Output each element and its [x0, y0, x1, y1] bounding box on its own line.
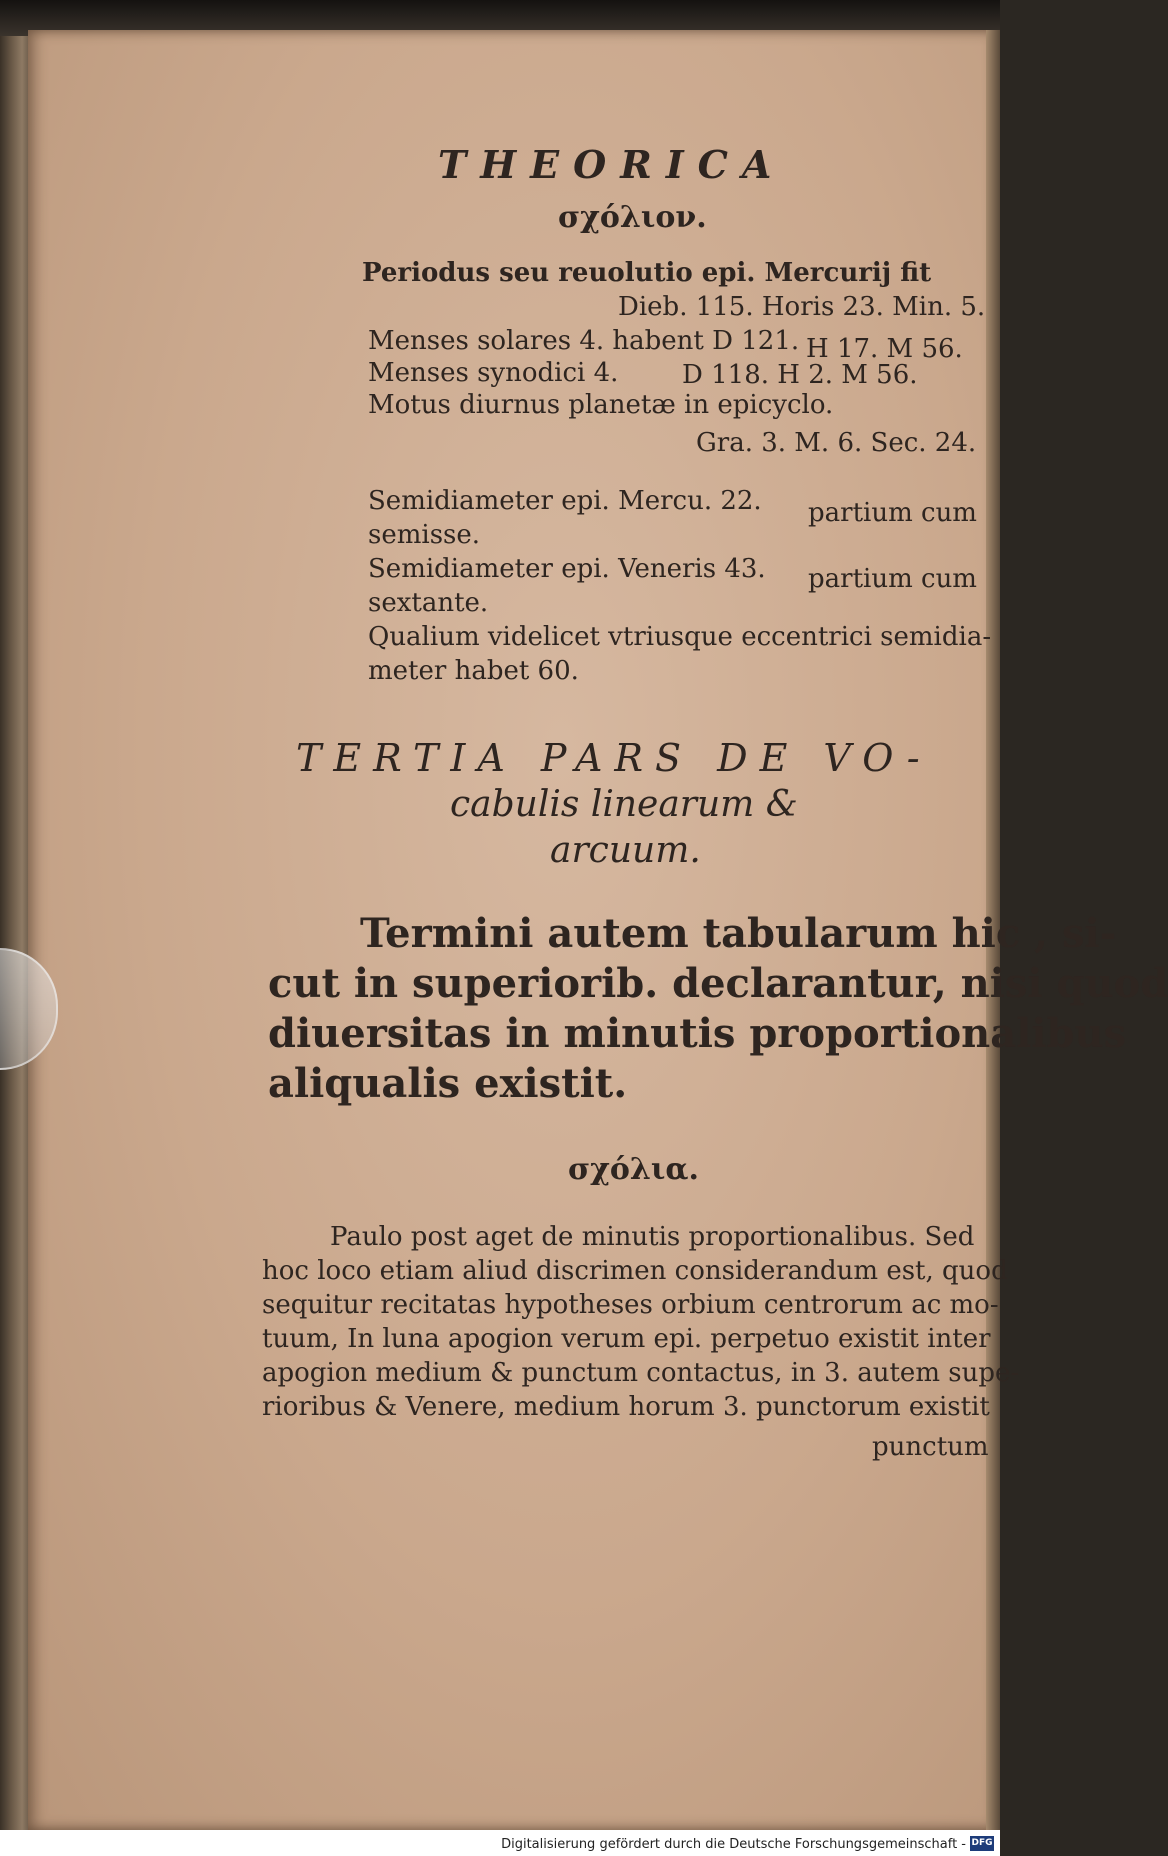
table-line-9b: partium cum [808, 564, 977, 594]
part-heading-line-2: cabulis linearum & [450, 784, 798, 825]
dfg-logo: DFG [970, 1836, 994, 1851]
table-line-7b: partium cum [808, 498, 977, 528]
part-heading-line-3: arcuum. [550, 830, 701, 871]
table-line-12: meter habet 60. [368, 656, 579, 686]
table-line-4-values: D 118. H 2. M 56. [682, 360, 918, 390]
table-line-4-label: Menses synodici 4. [368, 358, 619, 388]
part-heading-line-1: TERTIA PARS DE VO- [296, 736, 932, 780]
table-line-10: sextante. [368, 588, 489, 618]
running-header: THEORICA [438, 142, 786, 187]
main-text-line-1: Termini autem tabularum hic , si- [360, 910, 1117, 957]
main-text-line-2: cut in superiorib. declarantur, nisi quod [268, 960, 1168, 1007]
commentary-line-4: tuum, In luna apogion verum epi. perpetuo existit inter [262, 1324, 991, 1354]
main-text-line-4: aliqualis existit. [268, 1060, 628, 1107]
table-line-3-values: H 17. M 56. [806, 334, 963, 364]
table-line-5: Motus diurnus planetæ in epicyclo. [368, 390, 834, 420]
commentary-line-3: sequitur recitatas hypotheses orbium centrorum ac mo- [262, 1290, 999, 1320]
table-line-9a: Semidiameter epi. Veneris 43. [368, 554, 766, 584]
table-line-7a: Semidiameter epi. Mercu. 22. [368, 486, 762, 516]
commentary-line-5: apogion medium & punctum contactus, in 3. autem supe- [262, 1358, 1020, 1388]
commentary-line-1: Paulo post aget de minutis proportionalibus. Sed [330, 1222, 975, 1252]
table-line-6: Gra. 3. M. 6. Sec. 24. [696, 428, 977, 458]
scholion-heading-bottom: σχόλια. [568, 1152, 699, 1187]
table-line-2: Dieb. 115. Horis 23. Min. 5. [618, 292, 986, 322]
table-line-1: Periodus seu reuolutio epi. Mercurij fit [362, 258, 932, 288]
commentary-line-2: hoc loco etiam aliud discrimen considerandum est, quod [262, 1256, 1008, 1286]
commentary-line-6: rioribus & Venere, medium horum 3. punctorum existit [262, 1392, 990, 1422]
main-text-line-3: diuersitas in minutis proportionalibus [268, 1010, 1127, 1057]
catchword: punctum [872, 1432, 989, 1462]
scholion-heading-top: σχόλιον. [558, 200, 707, 235]
digitization-credit: Digitalisierung gefördert durch die Deutsche Forschungsgemeinschaft - [501, 1837, 966, 1852]
table-line-11: Qualium videlicet vtriusque eccentrici semidia- [368, 622, 992, 652]
table-line-3-label: Menses solares 4. habent D 121. [368, 326, 800, 356]
table-line-8: semisse. [368, 520, 481, 550]
footer-bar [0, 1830, 1000, 1856]
